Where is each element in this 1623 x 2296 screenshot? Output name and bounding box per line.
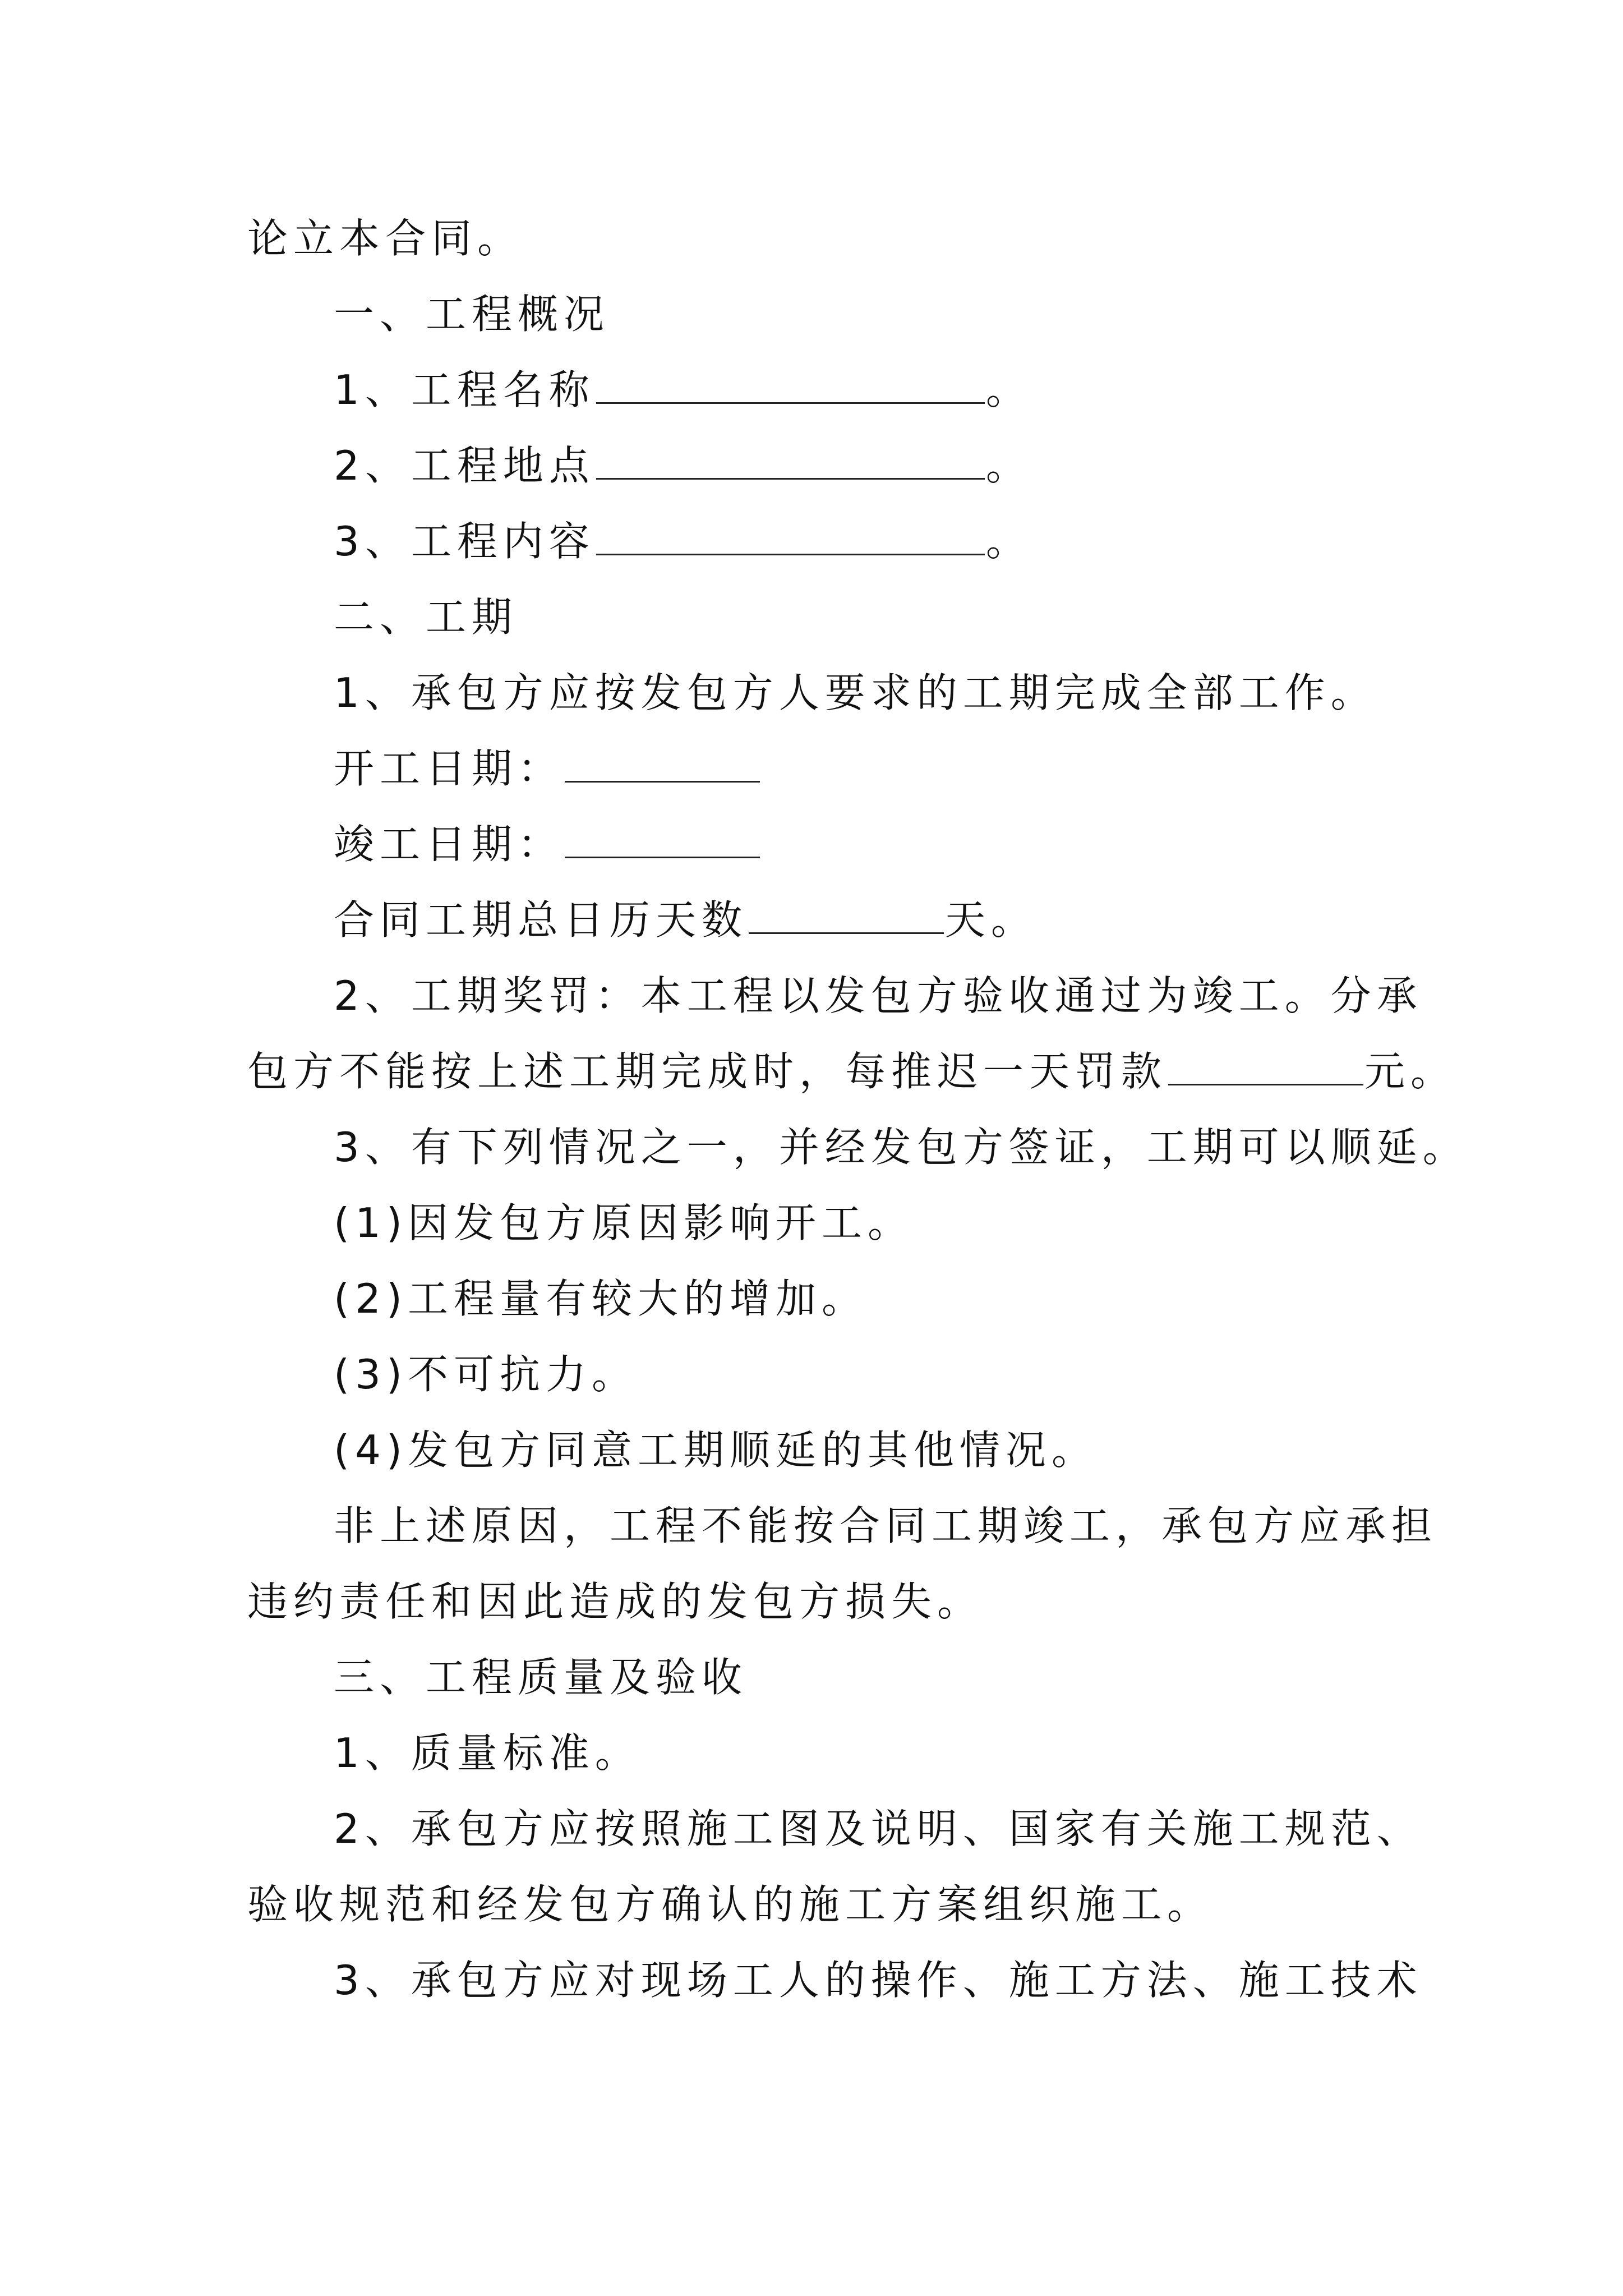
text-line-19	[247, 1573, 983, 1630]
period: 。	[985, 366, 1032, 413]
field-label: 1、工程名称	[334, 366, 595, 413]
blank-line	[596, 367, 985, 404]
list-item-4	[334, 1422, 1098, 1478]
blank-line	[596, 519, 985, 555]
section-heading-1	[334, 286, 610, 342]
line-text: 3、有下列情况之一，并经发包方签证，工期可以顺延。	[334, 1124, 1469, 1171]
text-line-24	[334, 1952, 1423, 2008]
line-text: 非上述原因，工程不能按合同工期竣工，承包方应承担	[334, 1502, 1438, 1549]
field-label: 合同工期总日历天数	[334, 896, 748, 944]
line-text: (3)不可抗力。	[334, 1351, 638, 1398]
unit-text: 天。	[945, 896, 1038, 944]
text-line-1	[247, 210, 523, 266]
text-line-18	[334, 1498, 1437, 1554]
text-line-11	[334, 968, 1423, 1024]
line-text: (1)因发包方原因影响开工。	[334, 1199, 914, 1246]
period: 。	[985, 518, 1032, 565]
blank-line	[1168, 1049, 1363, 1085]
line-text: 1、承包方应按发包方人要求的工期完成全部工作。	[334, 669, 1377, 716]
section-heading-2	[334, 589, 518, 645]
text-line-23	[247, 1876, 1213, 1932]
blank-line	[565, 746, 760, 783]
line-text: 违约责任和因此造成的发包方损失。	[247, 1578, 984, 1625]
list-item-3	[334, 1346, 638, 1402]
field-project-location	[334, 438, 1032, 494]
blank-line	[596, 443, 985, 480]
line-text: 验收规范和经发包方确认的施工方案组织施工。	[247, 1881, 1214, 1928]
field-label: 2、工程地点	[334, 442, 595, 489]
line-text: 2、工期奖罚：本工程以发包方验收通过为竣工。分承	[334, 972, 1423, 1019]
line-text: 包方不能按上述工期完成时，每推迟一天罚款	[247, 1048, 1168, 1095]
field-label: 3、工程内容	[334, 518, 595, 565]
field-label: 开工日期：	[334, 745, 564, 792]
line-text: 3、承包方应对现场工人的操作、施工方法、施工技术	[334, 1957, 1423, 2004]
heading-text: 二、工期	[334, 593, 518, 641]
blank-line	[749, 898, 944, 934]
field-project-content	[334, 513, 1032, 569]
field-completion-date	[334, 816, 761, 872]
line-text: (2)工程量有较大的增加。	[334, 1275, 868, 1322]
field-project-name	[334, 362, 1032, 418]
text-line-21	[334, 1725, 641, 1781]
list-item-2	[334, 1271, 868, 1327]
list-item-1	[334, 1195, 914, 1251]
field-penalty	[247, 1043, 1456, 1099]
field-label: 竣工日期：	[334, 821, 564, 868]
text-line-22	[334, 1801, 1423, 1857]
blank-line	[565, 822, 760, 858]
heading-text: 一、工程概况	[334, 291, 610, 338]
period: 。	[985, 442, 1032, 489]
field-start-date	[334, 740, 761, 797]
text-line-13	[334, 1119, 1469, 1175]
line-text: 2、承包方应按照施工图及说明、国家有关施工规范、	[334, 1805, 1423, 1852]
unit-text: 元。	[1364, 1048, 1457, 1095]
field-total-days	[334, 892, 1037, 948]
heading-text: 三、工程质量及验收	[334, 1654, 748, 1701]
section-heading-3	[334, 1649, 748, 1705]
text-line-7	[334, 665, 1377, 721]
line-text: 1、质量标准。	[334, 1729, 641, 1777]
line-text: (4)发包方同意工期顺延的其他情况。	[334, 1427, 1098, 1474]
line-text: 论立本合同。	[247, 215, 524, 262]
